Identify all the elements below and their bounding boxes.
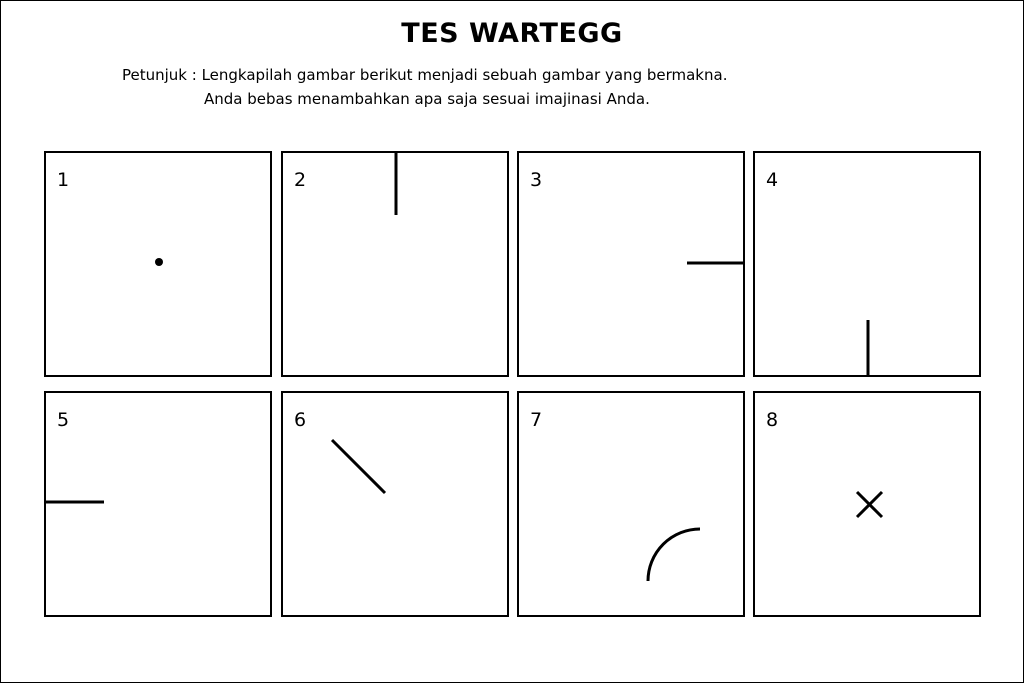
dot-stimulus — [46, 153, 270, 375]
drawing-box-3[interactable] — [517, 151, 745, 377]
horizontal-line-stimulus — [46, 393, 270, 615]
drawing-box-2[interactable] — [281, 151, 509, 377]
box-number: 1 — [57, 169, 70, 191]
box-number: 4 — [766, 169, 779, 191]
drawing-box-1[interactable] — [44, 151, 272, 377]
drawing-box-8[interactable] — [753, 391, 981, 617]
vertical-line-stimulus — [755, 153, 979, 375]
instruction-line-2: Anda bebas menambahkan apa saja sesuai imajinasi Anda. — [204, 90, 650, 108]
box-number: 6 — [294, 409, 307, 431]
box-number: 8 — [766, 409, 779, 431]
page-title: TES WARTEGG — [401, 18, 623, 49]
box-number: 3 — [530, 169, 543, 191]
instruction-line-1: Petunjuk : Lengkapilah gambar berikut menjadi sebuah gambar yang bermakna. — [122, 66, 728, 84]
drawing-box-4[interactable] — [753, 151, 981, 377]
drawing-box-6[interactable] — [281, 391, 509, 617]
drawing-box-5[interactable] — [44, 391, 272, 617]
quarter-arc-stimulus — [519, 393, 743, 615]
vertical-line-stimulus — [283, 153, 507, 375]
box-number: 2 — [294, 169, 307, 191]
cross-stimulus — [755, 393, 979, 615]
horizontal-line-stimulus — [519, 153, 743, 375]
box-number: 7 — [530, 409, 543, 431]
diagonal-line-stimulus — [283, 393, 507, 615]
box-number: 5 — [57, 409, 70, 431]
drawing-box-7[interactable] — [517, 391, 745, 617]
